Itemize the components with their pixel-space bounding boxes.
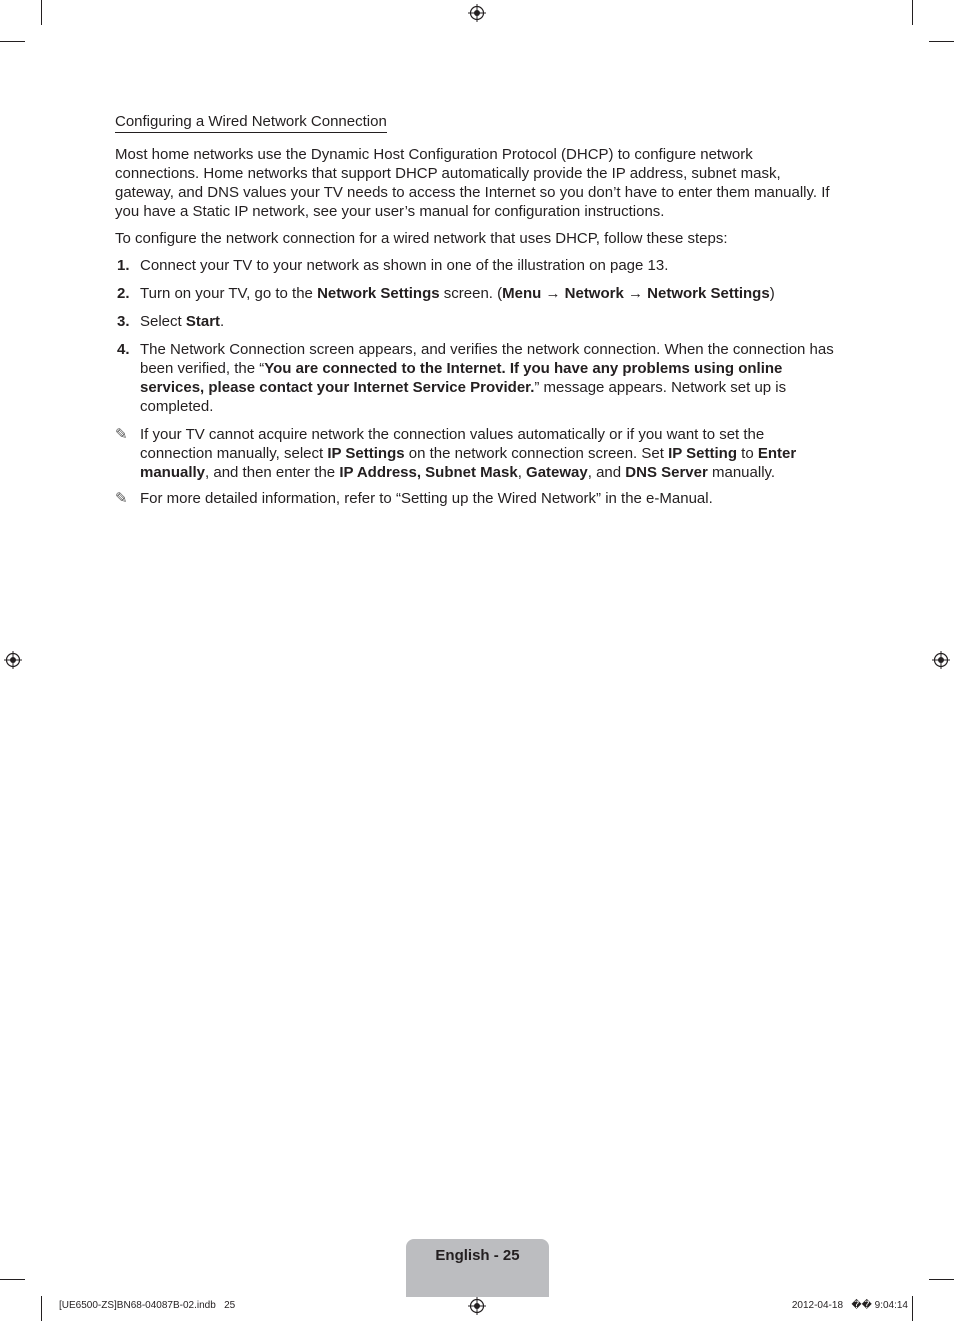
- note-text: For more detailed information, refer to “Setting up the Wired Network” in the e-Manual.: [140, 490, 713, 507]
- step-number: 4.: [117, 341, 130, 358]
- ui-term: DNS Server: [625, 464, 708, 481]
- registration-mark-icon: [932, 651, 950, 669]
- ui-message: You are connected to the Internet. If you have any problems using online services, please contact your Internet Service Provider.: [140, 360, 783, 396]
- lead-paragraph: To configure the network connection for a wired network that uses DHCP, follow these steps:: [115, 230, 728, 247]
- file-slug: [UE6500-ZS]BN68-04087B-02.indb 25: [59, 1300, 236, 1311]
- arrow-separator: →: [541, 285, 565, 302]
- note-text: If your TV cannot acquire network the connection values automatically or if you want to set the connection manually, select: [140, 426, 765, 462]
- note-text: on the network connection screen. Set: [404, 445, 669, 462]
- ui-term: Start: [185, 313, 221, 330]
- ui-term: IP Address, Subnet Mask: [339, 464, 518, 481]
- step-item: [115, 256, 835, 275]
- note-text: to: [736, 445, 758, 462]
- ui-term: IP Setting: [668, 445, 737, 462]
- page-number-tab: [406, 1239, 549, 1297]
- page-number: English - 25: [435, 1247, 520, 1264]
- note-item: [115, 425, 835, 482]
- step-number: 1.: [117, 257, 130, 274]
- registration-mark-icon: [468, 4, 486, 22]
- document-body: [115, 112, 835, 515]
- section-heading: Configuring a Wired Network Connection: [115, 112, 387, 133]
- step-item: [115, 340, 835, 416]
- ui-term: Menu: [502, 285, 542, 302]
- step-text: The Network Connection screen appears, and verifies the network connection. When the connection has been verified, the “: [140, 341, 834, 377]
- ui-term: Network Settings: [317, 285, 440, 302]
- step-text: ): [769, 285, 775, 302]
- crop-mark: [912, 0, 913, 25]
- step-text: screen. (: [439, 285, 503, 302]
- step-item: [115, 284, 835, 303]
- note-text: , and then enter the: [205, 464, 340, 481]
- note-text: , and: [587, 464, 626, 481]
- pencil-note-icon: ✎: [115, 490, 128, 507]
- print-timestamp: 2012-04-18 �� 9:04:14: [791, 1300, 908, 1311]
- note-text: ,: [517, 464, 527, 481]
- step-text: ” message appears. Network set up is completed.: [140, 379, 787, 415]
- note-text: manually.: [707, 464, 776, 481]
- ui-term: IP Settings: [327, 445, 405, 462]
- step-number: 3.: [117, 313, 130, 330]
- ui-term: Network: [564, 285, 624, 302]
- step-text: Turn on your TV, go to the: [140, 285, 318, 302]
- crop-mark: [0, 1279, 25, 1280]
- registration-mark-icon: [4, 651, 22, 669]
- step-number: 2.: [117, 285, 130, 302]
- registration-mark-icon: [468, 1297, 486, 1315]
- ui-term: Enter manually: [140, 445, 797, 481]
- crop-mark: [0, 41, 25, 42]
- arrow-separator: →: [623, 285, 648, 302]
- crop-mark: [929, 41, 954, 42]
- intro-paragraph: Most home networks use the Dynamic Host Configuration Protocol (DHCP) to configure network connections. Home networks that support DHCP automatically provide the IP address, subnet mask, gateway, and DNS values your TV needs to access the Internet so you don’t have to enter them manually. If you have a Static IP network, see your user’s manual for configuration instructions.: [115, 146, 830, 220]
- crop-mark: [41, 0, 42, 25]
- crop-mark: [41, 1296, 42, 1321]
- crop-mark: [912, 1296, 913, 1321]
- crop-mark: [929, 1279, 954, 1280]
- step-item: [115, 312, 835, 331]
- pencil-note-icon: ✎: [115, 426, 128, 443]
- note-item: [115, 489, 835, 508]
- ui-term: Network Settings: [647, 285, 770, 302]
- ui-term: Gateway: [526, 464, 588, 481]
- step-text: Connect your TV to your network as shown in one of the illustration on page 13.: [140, 257, 669, 274]
- step-text: .: [220, 313, 225, 330]
- step-text: Select: [140, 313, 186, 330]
